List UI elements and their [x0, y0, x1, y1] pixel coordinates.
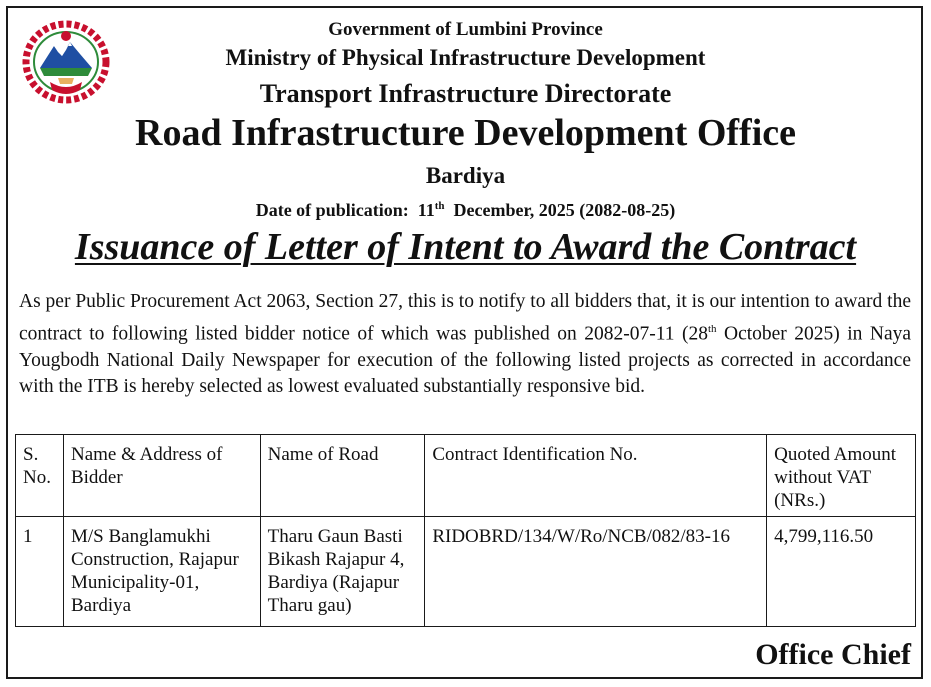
- header-sn: S. No.: [16, 435, 64, 517]
- header-contract-id: Contract Identification No.: [425, 435, 767, 517]
- cell-bidder: M/S Banglamukhi Construction, Rajapur Municipality-01, Bardiya: [63, 517, 260, 627]
- cell-amount: 4,799,116.50: [767, 517, 916, 627]
- cell-sn: 1: [16, 517, 64, 627]
- publication-date: [0, 200, 931, 221]
- award-table: [15, 434, 916, 627]
- notice-body: [19, 289, 911, 401]
- publication-label: Date of publication:: [255, 200, 409, 220]
- cell-road: Tharu Gaun Basti Bikash Rajapur 4, Bardiya (Rajapur Tharu gau): [260, 517, 425, 627]
- ministry-heading: Ministry of Physical Infrastructure Development: [225, 45, 706, 70]
- publication-day-suffix: th: [434, 200, 445, 212]
- cell-contract-id: RIDOBRD/134/W/Ro/NCB/082/83-16: [425, 517, 767, 627]
- notice-body-sup: th: [707, 322, 717, 335]
- district-heading: Bardiya: [425, 163, 506, 188]
- office-heading: Road Infrastructure Development Office: [135, 112, 796, 154]
- publication-day: 11: [417, 200, 435, 220]
- header-amount: Quoted Amount without VAT (NRs.): [767, 435, 916, 517]
- notice-body-part1: As per Public Procurement Act 2063, Section 27, this is to notify to all bidders that, it is our intention to award the contract to following listed bidder notice of which was published on 2082-07-11 (28: [19, 291, 912, 344]
- directorate-heading: Transport Infrastructure Directorate: [259, 79, 672, 108]
- signature-office-chief: Office Chief: [755, 638, 911, 671]
- notice-title: Issuance of Letter of Intent to Award the Contract: [74, 226, 857, 268]
- table-header-row: [16, 435, 916, 517]
- publication-rest: December, 2025 (2082-08-25): [453, 200, 676, 220]
- table-row: [16, 517, 916, 627]
- government-heading: Government of Lumbini Province: [328, 19, 603, 40]
- header-road: Name of Road: [260, 435, 425, 517]
- notice-body-part2: October 2025) in Naya Yougbodh National Daily Newspaper for execution of the following listed projects as corrected in accordance with the ITB is hereby selected as lowest evaluated substantially responsive bid.: [19, 323, 912, 397]
- header-bidder: Name & Address of Bidder: [63, 435, 260, 517]
